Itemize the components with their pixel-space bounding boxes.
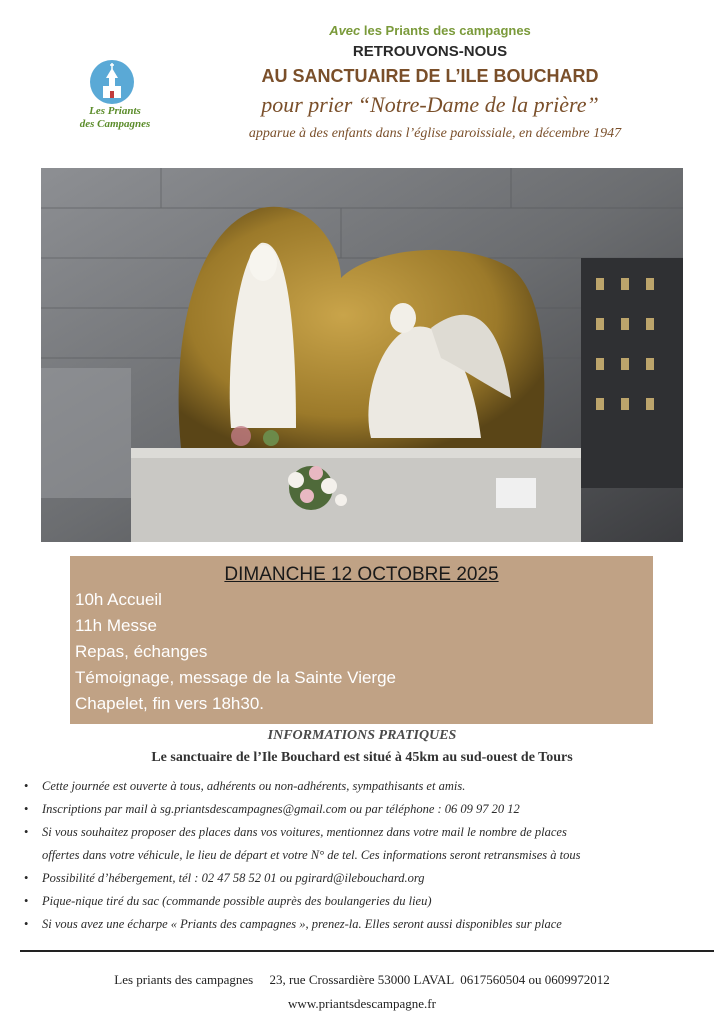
- event-item: 11h Messe: [75, 616, 157, 635]
- logo: [70, 55, 160, 145]
- list-item-text: Inscriptions par mail à sg.priantsdescampagnes@gmail.com ou par téléphone : 06 09 97 20 12: [42, 802, 520, 816]
- list-item-text: Pique-nique tiré du sac (commande possible auprès des boulangeries du lieu): [42, 894, 432, 908]
- footer-website: www.priantsdescampagne.fr: [288, 996, 436, 1011]
- info-subtitle: Le sanctuaire de l’Ile Bouchard est situé à 45km au sud-ouest de Tours: [151, 750, 573, 765]
- event-item: 10h Accueil: [75, 590, 162, 609]
- event-item: Chapelet, fin vers 18h30.: [75, 694, 265, 713]
- list-item-text: Possibilité d’hébergement, tél : 02 47 58 52 01 ou pgirard@ilebouchard.org: [42, 871, 425, 885]
- header-prier: pour prier “Notre-Dame de la prière”: [261, 92, 599, 117]
- footer-address: Les priants des campagnes 23, rue Crossardière 53000 LAVAL 0617560504 ou 0609972012: [114, 972, 610, 987]
- header-avec: [170, 23, 690, 38]
- logo-line-2: des Campagnes: [79, 118, 151, 130]
- bullet-icon: •: [24, 779, 29, 793]
- sanctuary-photo: [41, 168, 683, 542]
- bullet-icon: •: [24, 894, 29, 908]
- logo-text: [70, 105, 160, 131]
- list-item-text: Si vous avez une écharpe « Priants des campagnes », prenez-la. Elles seront aussi disponibles sur place: [42, 917, 562, 931]
- header-retrouvons: RETROUVONS-NOUS: [352, 43, 508, 60]
- info-title: INFORMATIONS PRATIQUES: [267, 728, 457, 743]
- list-item: [22, 867, 712, 890]
- event-box: [70, 556, 653, 724]
- logo-line-1: Les Priants: [89, 105, 141, 117]
- footer-divider: [20, 950, 714, 952]
- church-icon: [90, 60, 134, 104]
- info-list: [22, 775, 712, 936]
- event-item: Repas, échanges: [75, 642, 208, 661]
- header-apparue: apparue à des enfants dans l’église paroissiale, en décembre 1947: [248, 126, 622, 141]
- list-item: [22, 890, 712, 913]
- list-item-continuation: [22, 844, 712, 867]
- bullet-icon: •: [24, 917, 29, 931]
- event-date: DIMANCHE 12 OCTOBRE 2025: [224, 564, 499, 585]
- bullet-icon: •: [24, 871, 29, 885]
- header-sanctuaire: AU SANCTUAIRE DE L’ILE BOUCHARD: [261, 66, 599, 86]
- avec-rest: les Priants des campagnes: [360, 23, 531, 38]
- event-item: Témoignage, message de la Sainte Vierge: [75, 668, 396, 687]
- list-item: [22, 913, 712, 936]
- list-item-text: Si vous souhaitez proposer des places dans vos voitures, mentionnez dans votre mail le nombre de places: [42, 825, 567, 839]
- list-item-text: Cette journée est ouverte à tous, adhérents ou non-adhérents, sympathisants et amis.: [42, 779, 466, 793]
- bullet-icon: •: [24, 802, 29, 816]
- bullet-icon: •: [24, 825, 29, 839]
- list-item: [22, 775, 712, 798]
- avec-word: Avec: [329, 23, 361, 38]
- list-item: [22, 798, 712, 821]
- list-item: [22, 821, 712, 844]
- list-item-text: offertes dans votre véhicule, le lieu de départ et votre N° de tel. Ces informations seront retransmises à tous: [42, 848, 581, 862]
